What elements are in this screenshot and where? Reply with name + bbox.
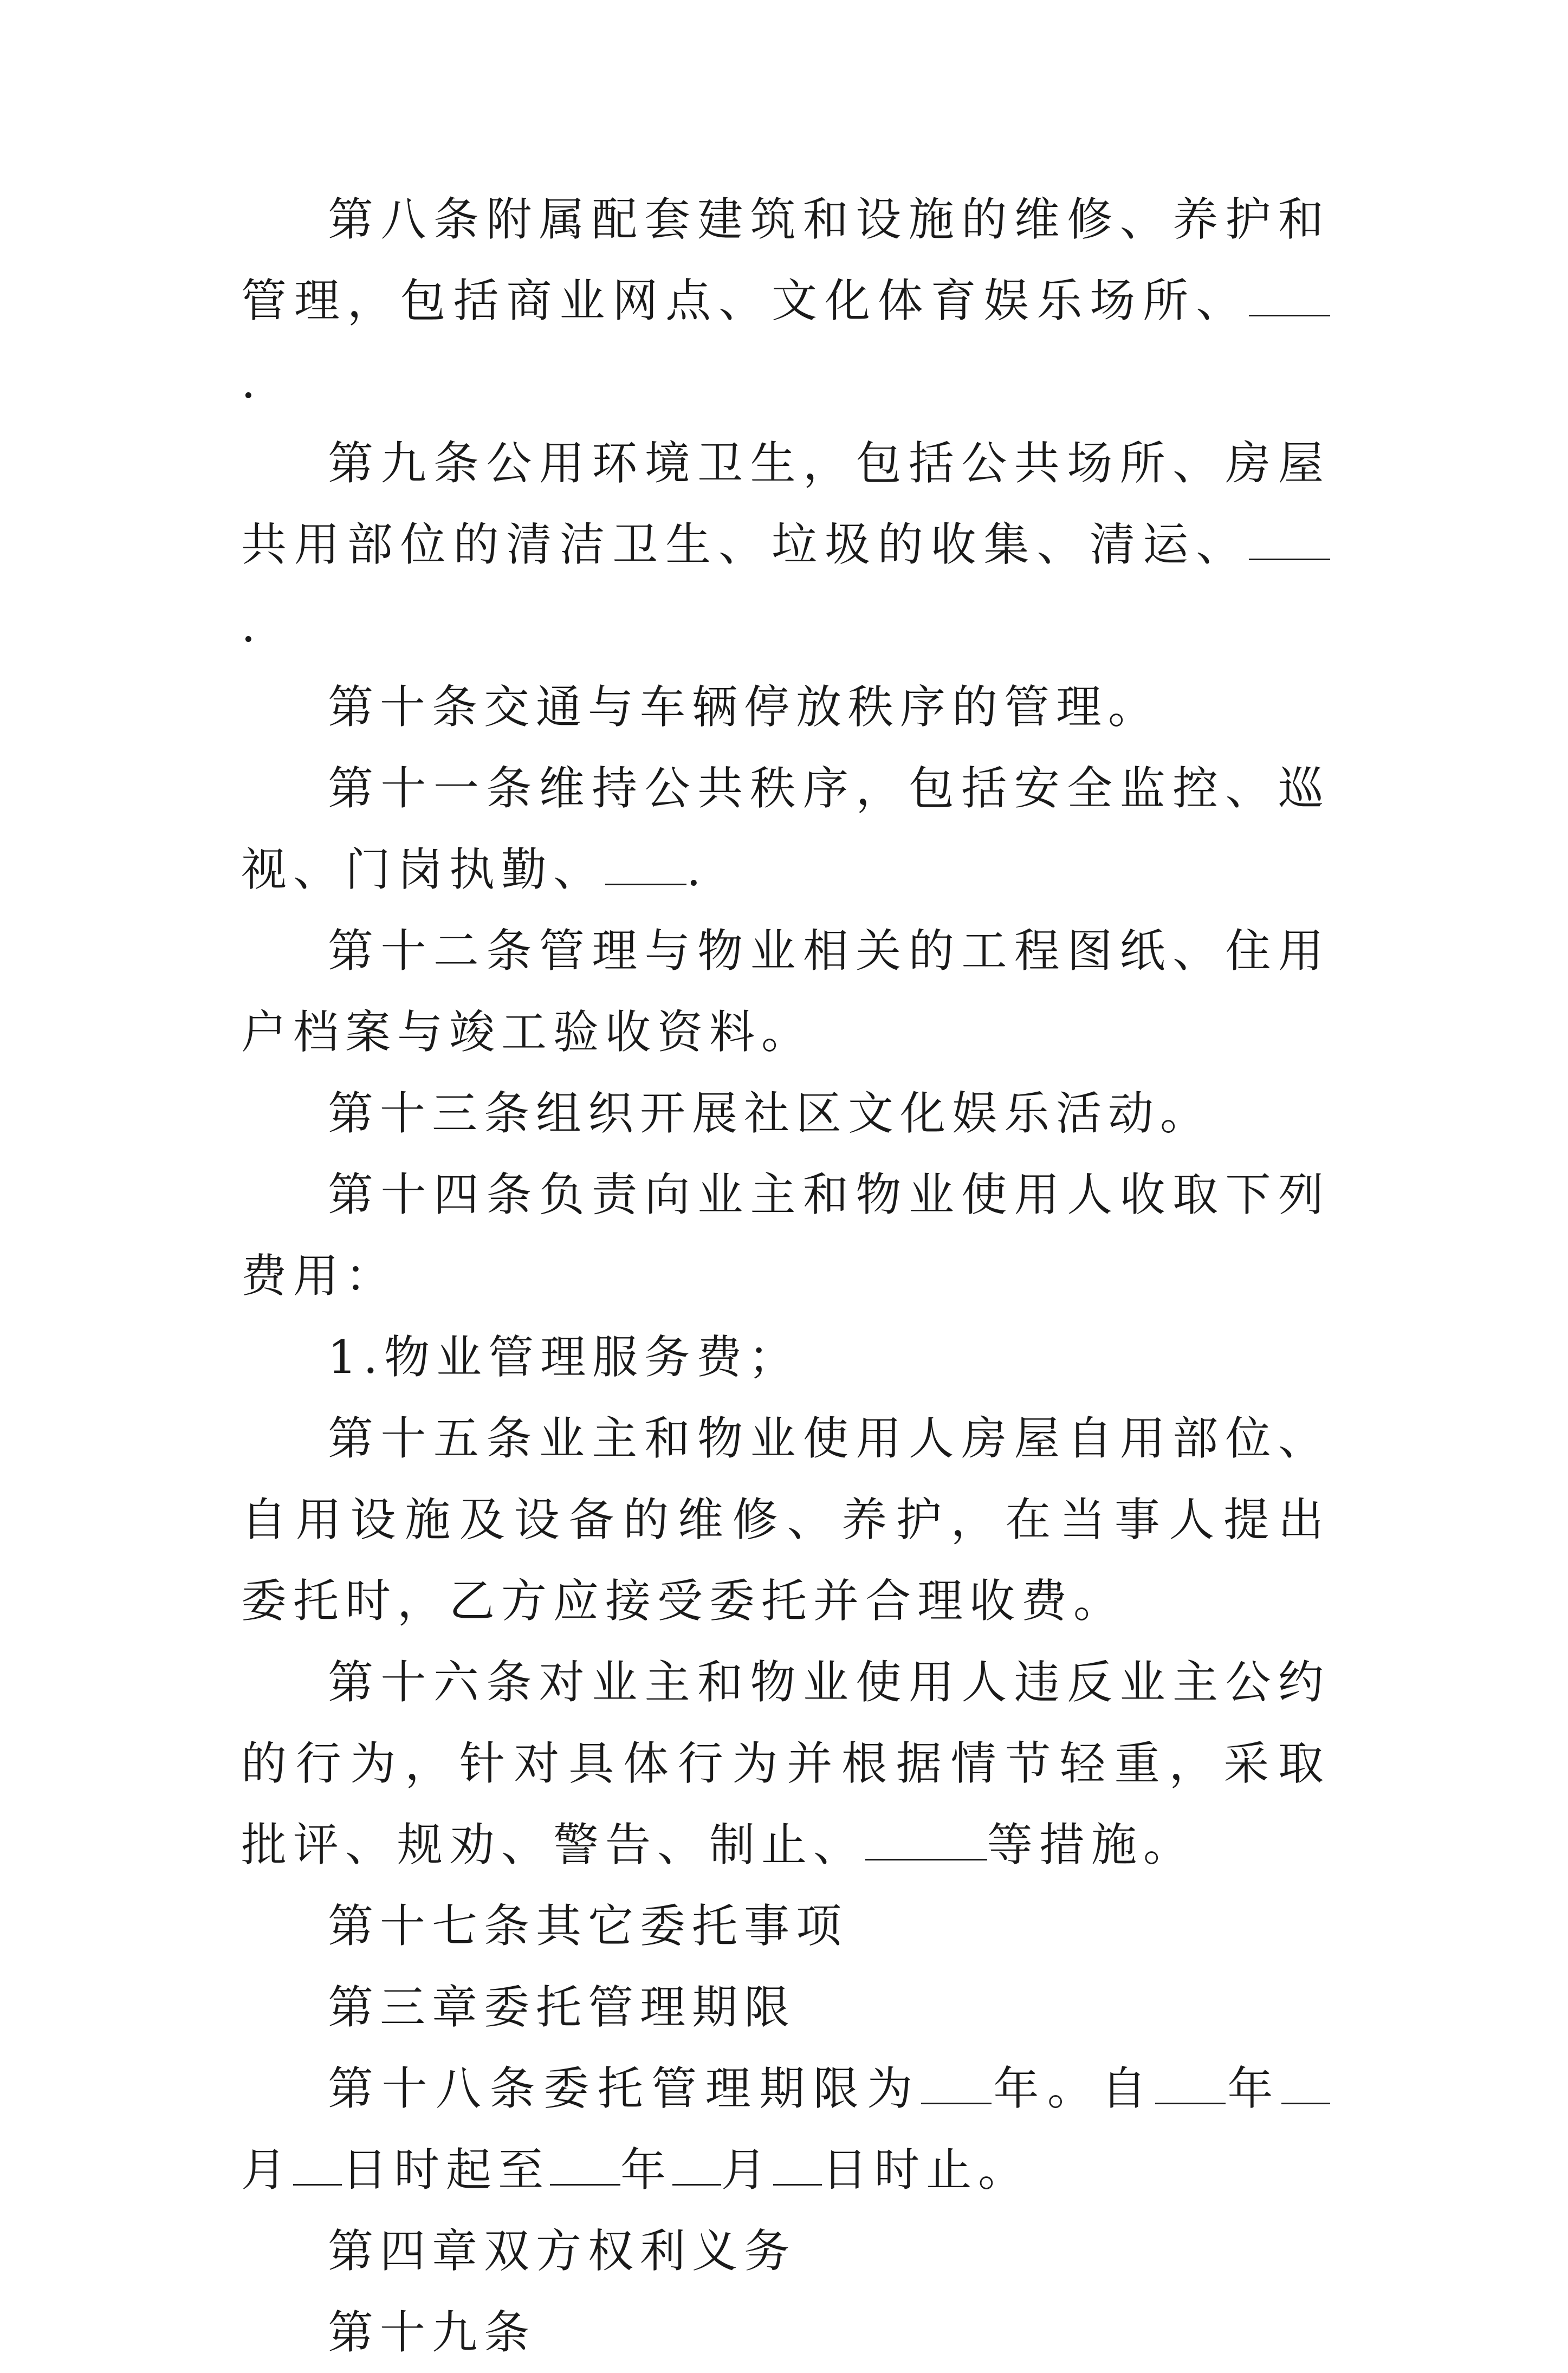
clause-paragraph — [241, 666, 1330, 748]
paragraph-text: . — [686, 843, 708, 896]
fill-in-blank — [773, 2146, 822, 2186]
clause-paragraph — [241, 1073, 1330, 1154]
paragraph-text: 第十一条维持公共秩序，包括安全监控、巡视、门岗执勤、 — [241, 762, 1330, 896]
clause-paragraph — [241, 910, 1330, 1073]
clause-paragraph — [241, 1317, 1330, 1398]
clause-paragraph — [241, 1154, 1330, 1317]
clause-paragraph — [241, 179, 1330, 423]
paragraph-text: 月 — [241, 2143, 294, 2196]
paragraph-text: 月 — [721, 2143, 774, 2196]
fill-in-blank — [293, 2146, 342, 2186]
fill-in-blank — [921, 2065, 992, 2104]
clause-paragraph — [241, 2210, 1330, 2292]
paragraph-text: 第三章委托管理期限 — [328, 1981, 796, 2034]
paragraph-text: 第十二条管理与物业相关的工程图纸、住用户档案与竣工验收资料。 — [241, 924, 1330, 1059]
fill-in-blank — [1249, 521, 1330, 560]
fill-in-blank — [550, 2146, 620, 2186]
fill-in-blank — [1155, 2065, 1226, 2104]
fill-in-blank — [1281, 2065, 1330, 2104]
fill-in-blank — [672, 2146, 721, 2186]
paragraph-text: 日时起至 — [342, 2143, 550, 2196]
paragraph-text: . — [241, 355, 262, 409]
clause-paragraph — [241, 2048, 1330, 2210]
paragraph-text: 第十三条组织开展社区文化娱乐活动。 — [328, 1087, 1213, 1140]
paragraph-text: 年 — [620, 2143, 673, 2196]
paragraph-text: 年 — [1225, 2062, 1281, 2115]
clause-paragraph — [241, 1398, 1330, 1642]
clause-paragraph — [241, 1885, 1330, 1967]
paragraph-text: 第八条附属配套建筑和设施的维修、养护和管理，包括商业网点、文化体育娱乐场所、 — [241, 193, 1330, 327]
clause-paragraph — [241, 1642, 1330, 1885]
paragraph-text: 第十四条负责向业主和物业使用人收取下列费用： — [241, 1168, 1330, 1302]
clause-paragraph — [241, 748, 1330, 910]
clause-paragraph — [241, 423, 1330, 666]
paragraph-text: 第十六条对业主和物业使用人违反业主公约的行为，针对具体行为并根据情节轻重，采取批评、规劝、警告、制止、 — [241, 1656, 1330, 1871]
fill-in-blank — [1249, 277, 1330, 316]
clause-paragraph — [241, 1967, 1330, 2048]
paragraph-text: . — [241, 599, 262, 652]
paragraph-text: 年。自 — [991, 2062, 1155, 2115]
paragraph-text: 第十五条业主和物业使用人房屋自用部位、自用设施及设备的维修、养护，在当事人提出委托时，乙方应接受委托并合理收费。 — [241, 1412, 1330, 1628]
paragraph-text: 第九条公用环境卫生，包括公共场所、房屋共用部位的清洁卫生、垃圾的收集、清运、 — [241, 437, 1330, 571]
paragraph-text: 第十九条 — [328, 2306, 536, 2359]
clause-paragraph — [241, 2292, 1330, 2373]
paragraph-text: 第四章双方权利义务 — [328, 2225, 796, 2278]
document-body — [241, 179, 1330, 2373]
paragraph-text: 日时止。 — [822, 2143, 1031, 2196]
paragraph-text: 等措施。 — [987, 1818, 1196, 1871]
paragraph-text: 第十七条其它委托事项 — [328, 1899, 848, 1953]
fill-in-blank — [865, 1821, 987, 1860]
paragraph-text: 1.物业管理服务费； — [328, 1331, 801, 1384]
paragraph-text: 第十条交通与车辆停放秩序的管理。 — [328, 680, 1161, 734]
paragraph-text: 第十八条委托管理期限为 — [328, 2062, 921, 2115]
fill-in-blank — [605, 846, 686, 885]
